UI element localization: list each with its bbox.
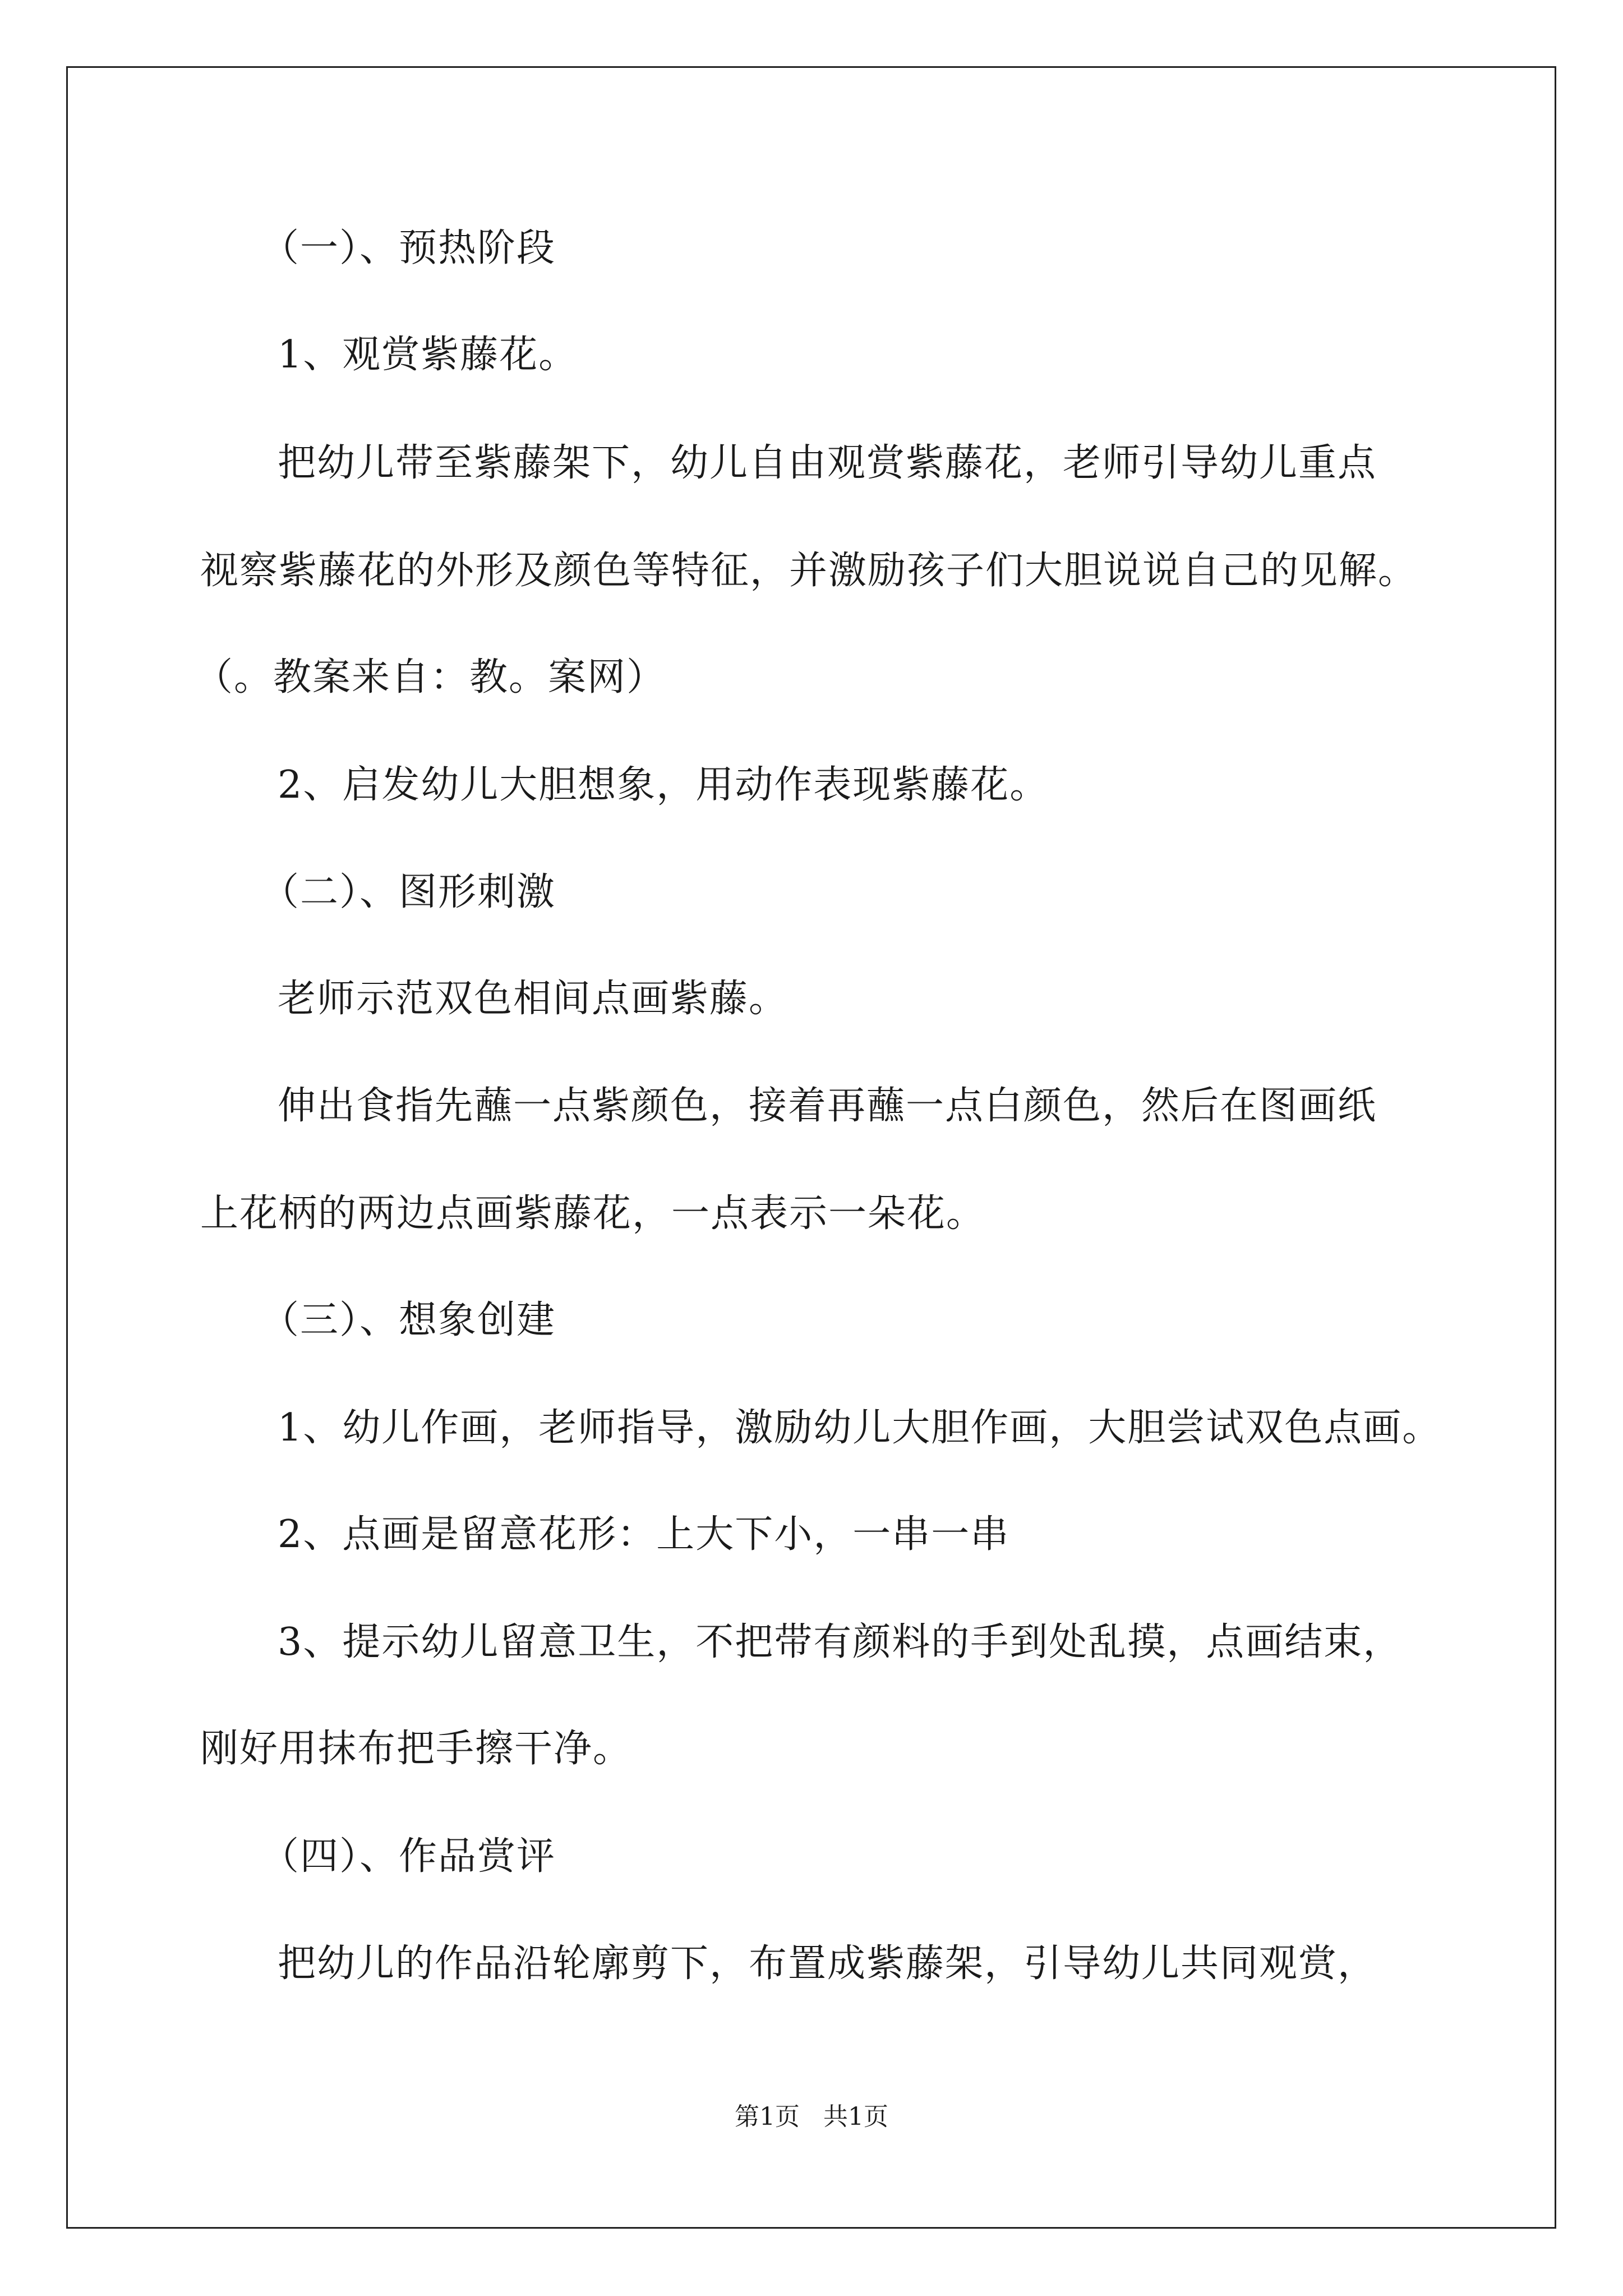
- heading-warmup: （一）、预热阶段: [261, 226, 556, 270]
- paragraph-line: 3、提示幼儿留意卫生，不把带有颜料的手到处乱摸，点画结束，: [278, 1620, 1403, 1664]
- paragraph-line: 1、幼儿作画，老师指导，激励幼儿大胆作画，大胆尝试双色点画。: [278, 1406, 1442, 1450]
- paragraph-line: 把幼儿带至紫藤架下，幼儿自由观赏紫藤花，老师引导幼儿重点: [278, 441, 1377, 485]
- paragraph-line: 上花柄的两边点画紫藤花，一点表示一朵花。: [200, 1191, 986, 1236]
- paragraph-line: 1、观赏紫藤花。: [278, 333, 578, 377]
- page-number: 第1页: [735, 2102, 800, 2131]
- paragraph-line: 老师示范双色相间点画紫藤。: [278, 977, 789, 1021]
- page-footer: [0, 2100, 1623, 2134]
- heading-graphic-stimulus: （二）、图形刺激: [261, 870, 556, 914]
- paragraph-line: 伸出食指先蘸一点紫颜色，接着再蘸一点白颜色，然后在图画纸: [278, 1084, 1377, 1128]
- paragraph-line: 2、启发幼儿大胆想象，用动作表现紫藤花。: [278, 763, 1049, 807]
- heading-work-review: （四）、作品赏评: [261, 1834, 556, 1879]
- paragraph-line: 把幼儿的作品沿轮廓剪下，布置成紫藤架，引导幼儿共同观赏，: [278, 1941, 1377, 1986]
- heading-imagination: （三）、想象创建: [261, 1298, 556, 1342]
- paragraph-line: 刚好用抹布把手擦干净。: [200, 1727, 633, 1771]
- page-total: 共1页: [823, 2102, 888, 2131]
- paragraph-line: 视察紫藤花的外形及颜色等特征，并激励孩子们大胆说说自己的见解。: [200, 549, 1418, 593]
- paragraph-line: （。教案来自：教。案网）: [195, 655, 666, 700]
- paragraph-line: 2、点画是留意花形：上大下小，一串一串: [278, 1512, 1010, 1557]
- page-border: [66, 66, 1556, 2229]
